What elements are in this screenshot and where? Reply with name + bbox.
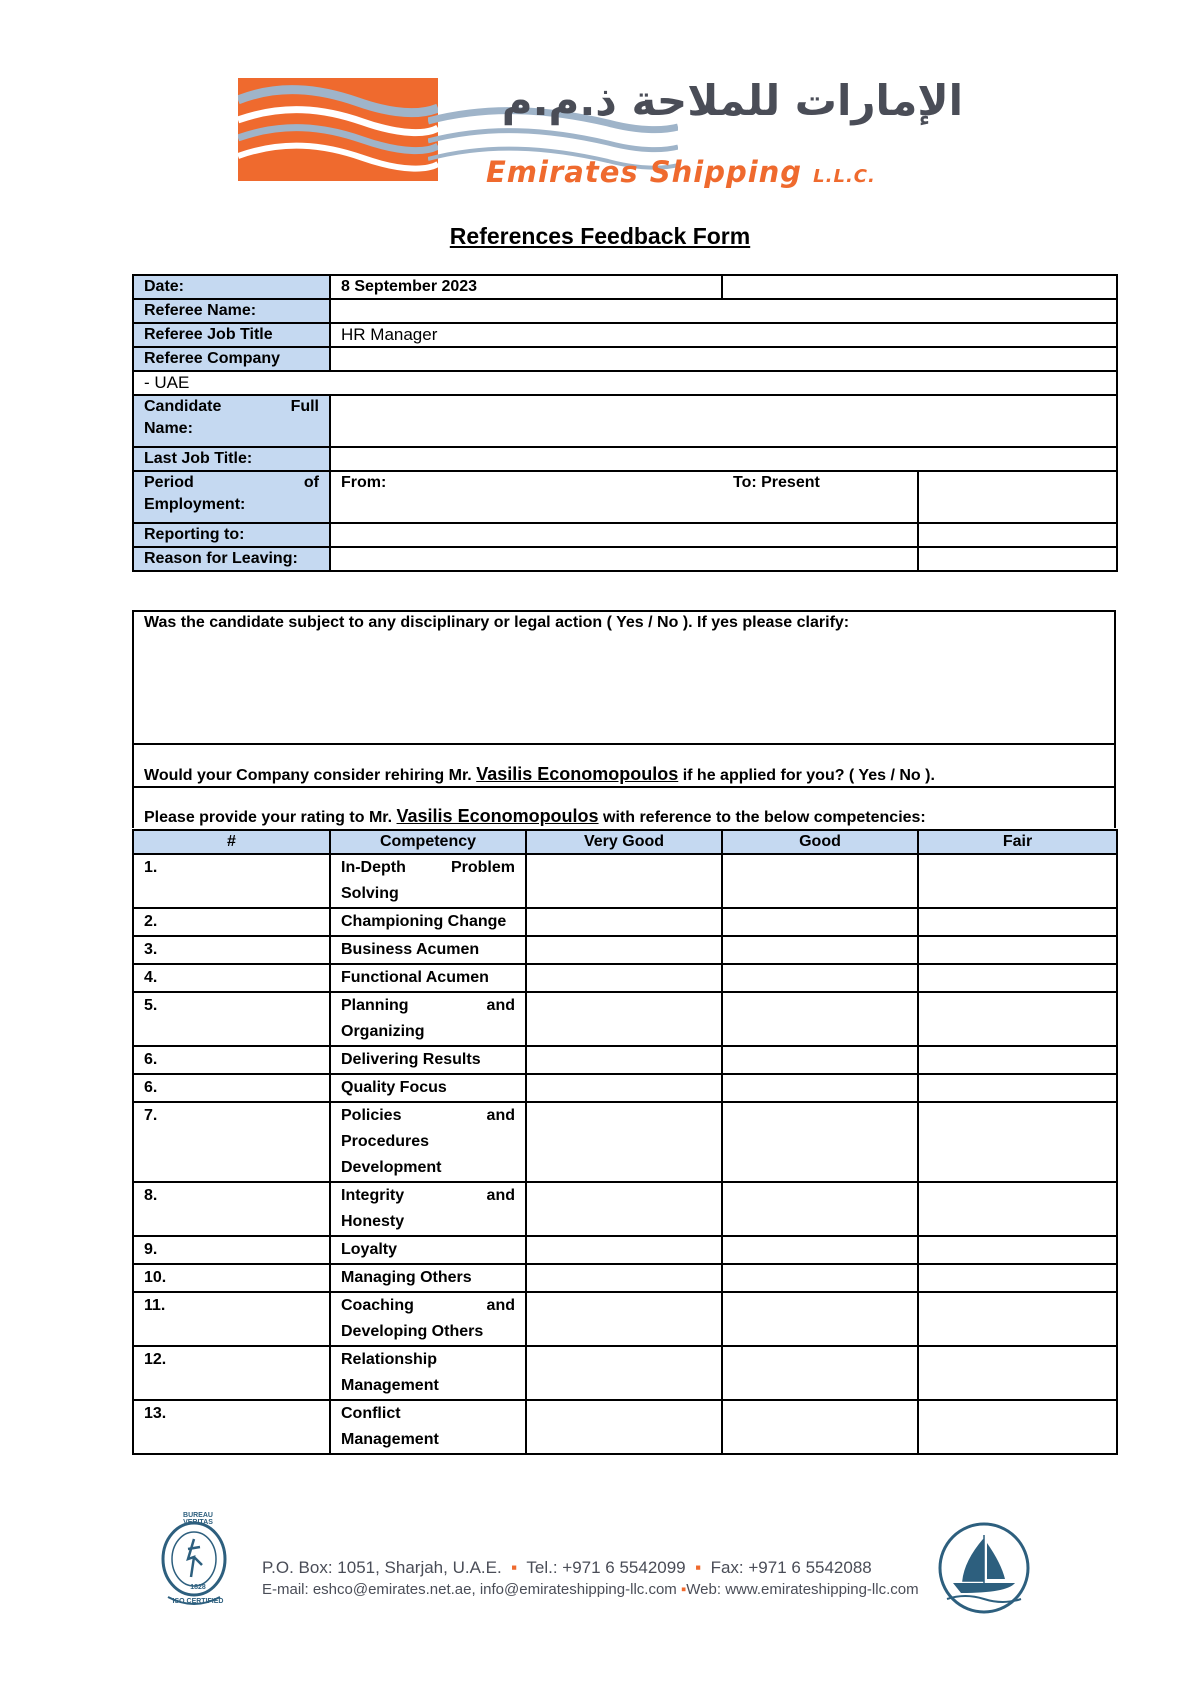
rating-cell-fair[interactable] [918, 1346, 1117, 1400]
rating-cell-good[interactable] [722, 1346, 918, 1400]
competency-row [133, 964, 1117, 992]
reporting-to-extra [918, 523, 1117, 547]
rating-cell-very-good[interactable] [526, 1400, 722, 1454]
competency-name: In-Depth Problem Solving [330, 854, 526, 908]
competency-number: 3. [133, 936, 330, 964]
rating-cell-fair[interactable] [918, 1400, 1117, 1454]
rating-cell-very-good[interactable] [526, 992, 722, 1046]
rating-cell-fair[interactable] [918, 992, 1117, 1046]
referee-company-label: Referee Company [133, 347, 330, 371]
rating-cell-very-good[interactable] [526, 854, 722, 908]
referee-job-title-value: HR Manager [330, 323, 1117, 347]
competency-number: 9. [133, 1236, 330, 1264]
rating-cell-very-good[interactable] [526, 908, 722, 936]
rating-cell-good[interactable] [722, 936, 918, 964]
rating-cell-good[interactable] [722, 1074, 918, 1102]
competency-number: 2. [133, 908, 330, 936]
reporting-to-label: Reporting to: [133, 523, 330, 547]
date-extra-cell [722, 275, 1117, 299]
competency-row [133, 854, 1117, 908]
rating-cell-fair[interactable] [918, 1182, 1117, 1236]
rehire-question: Would your Company consider rehiring Mr. Vasilis Economopoulos if he applied for you? ( Yes / No ). [132, 744, 1116, 786]
to-label: To: Present [733, 474, 820, 491]
rating-cell-good[interactable] [722, 1400, 918, 1454]
header-competency: Competency [330, 830, 526, 854]
rating-cell-good[interactable] [722, 964, 918, 992]
reason-for-leaving-extra [918, 547, 1117, 571]
rating-cell-good[interactable] [722, 854, 918, 908]
rating-cell-very-good[interactable] [526, 1236, 722, 1264]
competency-name: Relationship Management [330, 1346, 526, 1400]
competency-name: Business Acumen [330, 936, 526, 964]
referee-company-row [133, 347, 1117, 371]
rating-cell-very-good[interactable] [526, 1182, 722, 1236]
date-value: 8 September 2023 [330, 275, 722, 299]
rating-instruction: Please provide your rating to Mr. Vasilis Economopoulos with reference to the below competencies: [132, 786, 1116, 828]
rating-cell-fair[interactable] [918, 854, 1117, 908]
date-label: Date: [133, 275, 330, 299]
competency-name: Integrity and Honesty [330, 1182, 526, 1236]
header-very-good: Very Good [526, 830, 722, 854]
competency-number: 10. [133, 1264, 330, 1292]
rating-cell-very-good[interactable] [526, 936, 722, 964]
referee-info-table [132, 274, 1118, 572]
rating-cell-very-good[interactable] [526, 1074, 722, 1102]
competency-name: Policies and Procedures Development [330, 1102, 526, 1182]
rating-cell-very-good[interactable] [526, 964, 722, 992]
competency-number: 6. [133, 1074, 330, 1102]
competency-row [133, 1102, 1117, 1182]
competency-table [132, 829, 1118, 1455]
competency-number: 11. [133, 1292, 330, 1346]
rating-cell-fair[interactable] [918, 1046, 1117, 1074]
referee-name-row [133, 299, 1117, 323]
country-row [133, 371, 1117, 395]
badge-text-bottom: ISO CERTIFIED [172, 1598, 224, 1605]
rating-cell-good[interactable] [722, 1264, 918, 1292]
company-logo [238, 76, 978, 196]
competency-name: Functional Acumen [330, 964, 526, 992]
page-title: References Feedback Form [449, 223, 751, 249]
dhow-ship-emblem-icon [935, 1521, 1033, 1616]
competency-row [133, 992, 1117, 1046]
period-extra-cell [918, 471, 1117, 523]
badge-year: 1828 [190, 1584, 206, 1591]
disciplinary-question: Was the candidate subject to any disciplinary or legal action ( Yes / No ). If yes please clarify: [144, 614, 850, 631]
header-fair: Fair [918, 830, 1117, 854]
competency-name: Conflict Management [330, 1400, 526, 1454]
competency-name: Quality Focus [330, 1074, 526, 1102]
rating-cell-good[interactable] [722, 992, 918, 1046]
logo-waves-icon [238, 78, 438, 181]
candidate-name-label: Candidate Full Name: [133, 395, 330, 447]
rating-cell-fair[interactable] [918, 936, 1117, 964]
competency-name: Championing Change [330, 908, 526, 936]
competency-row [133, 1346, 1117, 1400]
competency-row [133, 1292, 1117, 1346]
competency-header-row [133, 830, 1117, 854]
competency-number: 8. [133, 1182, 330, 1236]
country-line: - UAE [133, 371, 1117, 395]
competency-number: 1. [133, 854, 330, 908]
rating-cell-good[interactable] [722, 1182, 918, 1236]
reason-for-leaving-label: Reason for Leaving: [133, 547, 330, 571]
competency-row [133, 1182, 1117, 1236]
period-from-to [330, 471, 918, 523]
header-good: Good [722, 830, 918, 854]
disciplinary-box [132, 610, 1116, 745]
rating-cell-fair[interactable] [918, 1264, 1117, 1292]
competency-number: 7. [133, 1102, 330, 1182]
rating-cell-very-good[interactable] [526, 1346, 722, 1400]
candidate-name-value [330, 395, 1117, 447]
referee-company-value [330, 347, 1117, 371]
rating-cell-good[interactable] [722, 908, 918, 936]
rating-cell-very-good[interactable] [526, 1046, 722, 1074]
reason-for-leaving-value [330, 547, 918, 571]
competency-row [133, 1400, 1117, 1454]
last-job-title-value [330, 447, 1117, 471]
referee-name-label: Referee Name: [133, 299, 330, 323]
last-job-title-label: Last Job Title: [133, 447, 330, 471]
bureau-veritas-badge-icon [158, 1519, 230, 1609]
logo-company-name: Emirates Shipping L.L.C. [486, 155, 876, 189]
rating-cell-fair[interactable] [918, 1292, 1117, 1346]
period-row [133, 471, 1117, 523]
rating-cell-good[interactable] [722, 1102, 918, 1182]
rating-cell-good[interactable] [722, 1046, 918, 1074]
rating-cell-fair[interactable] [918, 1236, 1117, 1264]
footer-contact-line: E-mail: eshco@emirates.net.ae, info@emirateshipping-llc.com ▪Web: www.emirateshipping-llc.com [262, 1581, 919, 1598]
candidate-name-rehire: Vasilis Economopoulos [476, 764, 679, 784]
logo-arabic-text: الإمارات للملاحة ذ.م.م [501, 76, 963, 125]
period-label: Period of Employment: [133, 471, 330, 523]
referee-name-value [330, 299, 1117, 323]
footer-address-line: P.O. Box: 1051, Sharjah, U.A.E. ▪ Tel.: +971 6 5542099 ▪ Fax: +971 6 5542088 [262, 1558, 872, 1577]
rating-cell-very-good[interactable] [526, 1102, 722, 1182]
competency-name: Planning and Organizing [330, 992, 526, 1046]
candidate-name-rating: Vasilis Economopoulos [396, 806, 599, 826]
rating-cell-very-good[interactable] [526, 1292, 722, 1346]
competency-name: Loyalty [330, 1236, 526, 1264]
reason-for-leaving-row [133, 547, 1117, 571]
rating-cell-fair[interactable] [918, 964, 1117, 992]
competency-name: Managing Others [330, 1264, 526, 1292]
rating-cell-good[interactable] [722, 1236, 918, 1264]
reporting-to-row [133, 523, 1117, 547]
competency-name: Coaching and Developing Others [330, 1292, 526, 1346]
rating-cell-fair[interactable] [918, 1102, 1117, 1182]
date-row [133, 275, 1117, 299]
from-label: From: [341, 474, 387, 491]
reporting-to-value [330, 523, 918, 547]
competency-row [133, 1236, 1117, 1264]
competency-row [133, 908, 1117, 936]
rating-cell-fair[interactable] [918, 908, 1117, 936]
competency-number: 5. [133, 992, 330, 1046]
competency-name: Delivering Results [330, 1046, 526, 1074]
referee-job-title-row [133, 323, 1117, 347]
competency-row [133, 1074, 1117, 1102]
competency-row [133, 1046, 1117, 1074]
competency-number: 12. [133, 1346, 330, 1400]
referee-job-title-label: Referee Job Title [133, 323, 330, 347]
candidate-name-row [133, 395, 1117, 447]
rating-cell-good[interactable] [722, 1292, 918, 1346]
competency-number: 6. [133, 1046, 330, 1074]
last-job-title-row [133, 447, 1117, 471]
badge-text-top: BUREAU VERITAS [183, 1512, 213, 1526]
competency-number: 4. [133, 964, 330, 992]
rating-cell-very-good[interactable] [526, 1264, 722, 1292]
competency-row [133, 936, 1117, 964]
header-number: # [133, 830, 330, 854]
rating-cell-fair[interactable] [918, 1074, 1117, 1102]
competency-row [133, 1264, 1117, 1292]
competency-number: 13. [133, 1400, 330, 1454]
